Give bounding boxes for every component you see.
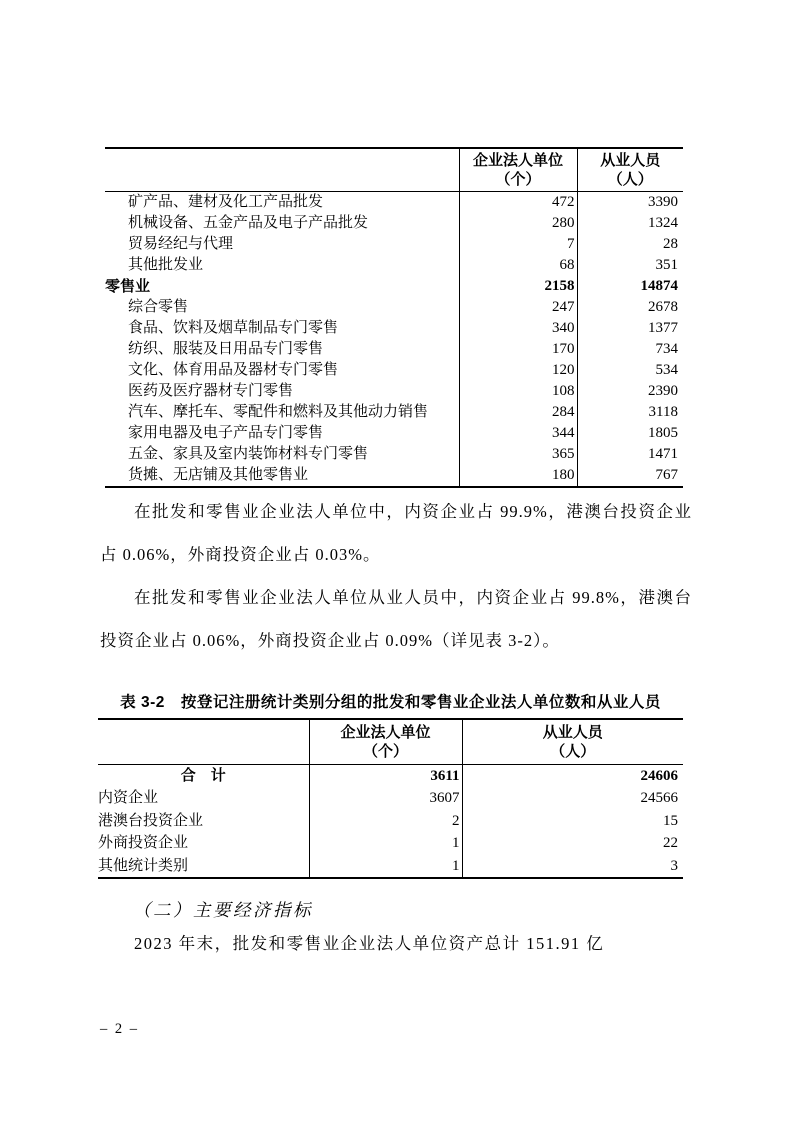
units-value: 247 (459, 297, 577, 318)
units-value: 1 (309, 855, 462, 879)
persons-value: 1324 (577, 213, 683, 234)
table-header-row (98, 719, 683, 764)
table-row (105, 360, 683, 381)
units-value: 344 (459, 423, 577, 444)
category-label: 内资企业 (98, 790, 159, 806)
persons-column-header (462, 719, 683, 764)
persons-header-unit: （人） (550, 742, 596, 760)
persons-value: 24566 (462, 787, 683, 810)
table-row (98, 787, 683, 810)
category-label: 贸易经纪与代理 (128, 235, 234, 252)
persons-value: 14874 (577, 276, 683, 297)
units-header-unit: （个） (495, 170, 541, 188)
persons-value: 24606 (462, 764, 683, 787)
table-row (98, 810, 683, 833)
table-row (105, 213, 683, 234)
category-label: 货摊、无店铺及其他零售业 (128, 466, 309, 483)
page-number: – 2 – (100, 1021, 139, 1037)
empty-header-cell (98, 719, 309, 764)
category-label: 外商投资企业 (98, 835, 189, 851)
table-row (105, 297, 683, 318)
units-value: 365 (459, 444, 577, 465)
industry-breakdown-table (105, 147, 683, 488)
category-label: 家用电器及电子产品专门零售 (128, 424, 324, 441)
table-3-2-caption: 表 3-2 按登记注册统计类别分组的批发和零售业企业法人单位数和从业人员 (120, 694, 661, 711)
closing-paragraph: 2023 年末，批发和零售业企业法人单位资产总计 151.91 亿 (134, 934, 605, 953)
persons-value: 28 (577, 234, 683, 255)
category-label: 汽车、摩托车、零配件和燃料及其他动力销售 (128, 403, 429, 420)
table-row (105, 255, 683, 276)
persons-value: 22 (462, 832, 683, 855)
persons-value: 351 (577, 255, 683, 276)
registration-type-table (98, 718, 683, 879)
units-value: 280 (459, 213, 577, 234)
persons-value: 767 (577, 465, 683, 487)
units-value: 2 (309, 810, 462, 833)
category-label: 矿产品、建材及化工产品批发 (128, 193, 324, 210)
category-label: 医药及医疗器材专门零售 (128, 382, 294, 399)
persons-value: 534 (577, 360, 683, 381)
table-row (105, 465, 683, 487)
paragraph-employment-shares: 在批发和零售业企业法人单位从业人员中，内资企业占 99.8%，港澳台投资企业占 0.06%，外商投资企业占 0.09%（详见表 3-2）。 (100, 588, 692, 650)
units-column-header (309, 719, 462, 764)
table-row (105, 402, 683, 423)
category-label: 机械设备、五金产品及电子产品批发 (128, 214, 369, 231)
category-label: 合 计 (180, 766, 226, 784)
empty-header-cell (105, 148, 459, 191)
category-label: 港澳台投资企业 (98, 812, 204, 829)
category-label: 五金、家具及室内装饰材料专门零售 (128, 445, 369, 462)
category-label: 其他统计类别 (98, 857, 189, 874)
units-value: 3607 (309, 787, 462, 810)
units-value: 68 (459, 255, 577, 276)
section-heading: （二）主要经济指标 (133, 900, 313, 920)
units-value: 3611 (309, 764, 462, 787)
units-value: 1 (309, 832, 462, 855)
paragraph-unit-shares: 在批发和零售业企业法人单位中，内资企业占 99.9%，港澳台投资企业占 0.06%，外商投资企业占 0.03%。 (100, 502, 692, 564)
table-row (105, 318, 683, 339)
table-row (105, 191, 683, 213)
category-label: 文化、体育用品及器材专门零售 (128, 361, 339, 378)
table-row (98, 855, 683, 879)
table-row (98, 832, 683, 855)
persons-value: 2390 (577, 381, 683, 402)
units-value: 170 (459, 339, 577, 360)
units-header-title: 企业法人单位 (472, 151, 563, 169)
persons-header-unit: （人） (607, 170, 653, 188)
units-value: 284 (459, 402, 577, 423)
units-value: 180 (459, 465, 577, 487)
persons-header-title: 从业人员 (542, 723, 603, 741)
persons-value: 15 (462, 810, 683, 833)
table-row (105, 276, 683, 297)
category-label: 其他批发业 (128, 256, 204, 273)
persons-column-header (577, 148, 683, 191)
persons-value: 734 (577, 339, 683, 360)
table-row (105, 444, 683, 465)
category-label: 零售业 (105, 277, 151, 295)
persons-value: 3390 (577, 191, 683, 213)
units-header-unit: （个） (362, 742, 408, 760)
persons-header-title: 从业人员 (600, 151, 661, 169)
units-value: 108 (459, 381, 577, 402)
persons-value: 1805 (577, 423, 683, 444)
table-row (105, 339, 683, 360)
category-label: 纺织、服装及日用品专门零售 (128, 340, 324, 357)
category-label: 综合零售 (128, 298, 189, 315)
units-value: 472 (459, 191, 577, 213)
units-value: 2158 (459, 276, 577, 297)
table-header-row (105, 148, 683, 191)
units-column-header (459, 148, 577, 191)
persons-value: 2678 (577, 297, 683, 318)
units-value: 340 (459, 318, 577, 339)
table-row (105, 423, 683, 444)
units-value: 120 (459, 360, 577, 381)
persons-value: 3 (462, 855, 683, 879)
category-label: 食品、饮料及烟草制品专门零售 (128, 319, 339, 336)
table-row (105, 381, 683, 402)
body-paragraphs (100, 490, 692, 662)
closing-paragraph-block (100, 922, 692, 965)
units-value: 7 (459, 234, 577, 255)
table-row (98, 764, 683, 787)
table-row (105, 234, 683, 255)
persons-value: 1471 (577, 444, 683, 465)
units-header-title: 企业法人单位 (340, 723, 431, 741)
persons-value: 3118 (577, 402, 683, 423)
persons-value: 1377 (577, 318, 683, 339)
